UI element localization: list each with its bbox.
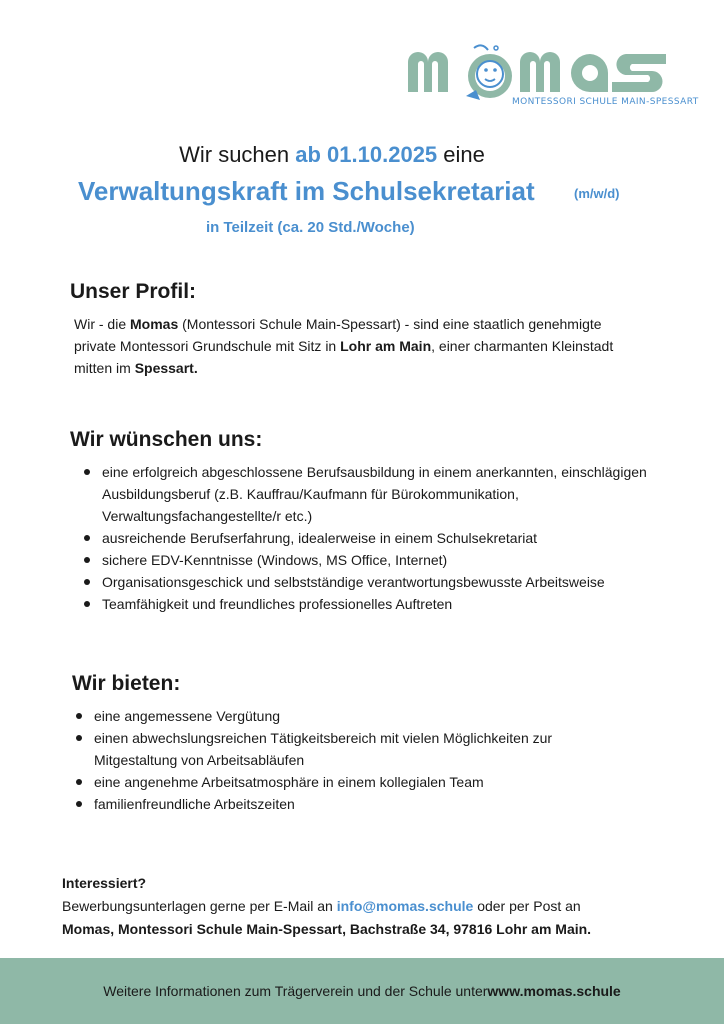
hours-note: in Teilzeit (ca. 20 Std./Woche) [206,219,415,236]
offers-heading: Wir bieten: [72,672,181,695]
profile-text-part: Wir - die [74,316,130,332]
footer-bar [0,958,724,1024]
list-item: einen abwechslungsreichen Tätigkeitsbereich mit vielen Möglichkeiten zur Mitgestaltung von Arbeitsabläufen [70,727,630,771]
headline-intro [0,142,724,168]
profile-bold-lohr: Lohr am Main [340,338,432,354]
list-item: eine angenehme Arbeitsatmosphäre in einem kollegialen Team [70,771,630,793]
profile-text [74,313,634,379]
profile-bold-spessart: Spessart. [134,360,198,376]
footer-text: Weitere Informationen zum Trägerverein und der Schule unter [103,983,488,999]
list-item: eine angemessene Vergütung [70,705,630,727]
list-item: Teamfähigkeit und freundliches professionelles Auftreten [78,593,678,615]
list-item: familienfreundliche Arbeitszeiten [70,793,630,815]
contact-line [62,895,682,918]
gender-note: (m/w/d) [574,186,620,201]
email-link[interactable]: info@momas.schule [336,898,474,914]
website-link[interactable]: www.momas.schule [487,983,621,999]
job-title: Verwaltungskraft im Schulsekretariat [78,176,535,206]
profile-heading: Unser Profil: [70,280,197,303]
contact-text: oder per Post an [473,898,581,914]
contact-text: Bewerbungsunterlagen gerne per E-Mail an [62,898,337,914]
contact-heading: Interessiert? [62,875,147,891]
list-item: eine erfolgreich abgeschlossene Berufsausbildung in einem anerkannten, einschlägigen Ausbildungsberuf (z.B. Kauffrau/Kaufmann für Bürokommunikation, Verwaltungsfachangestellte/r etc.) [78,461,678,527]
list-item: sichere EDV-Kenntnisse (Windows, MS Office, Internet) [78,549,678,571]
wishes-list [78,461,678,615]
list-item: Organisationsgeschick und selbstständige verantwortungsbewusste Arbeitsweise [78,571,678,593]
profile-text-part: , einer charmanten Kleinstadt mitten im [74,338,614,376]
offers-list [70,705,630,815]
profile-bold-momas: Momas [130,316,179,332]
list-item: ausreichende Berufserfahrung, idealerweise in einem Schulsekretariat [78,527,678,549]
intro-prefix: Wir suchen [179,142,296,167]
profile-text-part: (Montessori Schule Main-Spessart) - sind eine staatlich genehmigte private Montessori Grundschule mit Sitz in [74,316,602,354]
wishes-heading: Wir wünschen uns: [70,428,263,451]
postal-address: Momas, Montessori Schule Main-Spessart, Bachstraße 34, 97816 Lohr am Main. [62,921,592,937]
start-date: ab 01.10.2025 [295,142,438,167]
logo-subtitle: MONTESSORI SCHULE MAIN-SPESSART [512,97,699,107]
contact-block [62,872,682,941]
intro-suffix: eine [437,142,485,167]
